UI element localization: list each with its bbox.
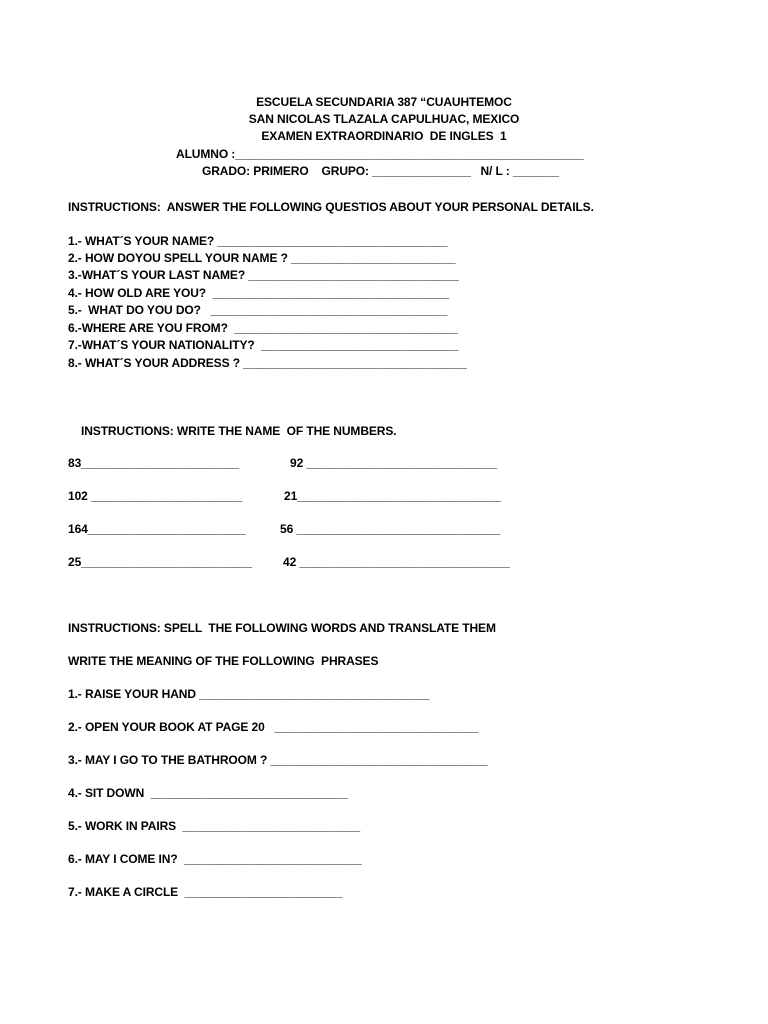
- question-item: 4.- HOW OLD ARE YOU? ____________________________________: [68, 286, 450, 300]
- section2-instructions: INSTRUCTIONS: WRITE THE NAME OF THE NUMBERS.: [81, 424, 397, 438]
- phrase-item: 2.- OPEN YOUR BOOK AT PAGE 20 _______________________________: [68, 720, 479, 734]
- section3-subtitle: WRITE THE MEANING OF THE FOLLOWING PHRASES: [68, 654, 379, 668]
- question-item: 7.-WHAT´S YOUR NATIONALITY? ______________________________: [68, 338, 459, 352]
- school-name: ESCUELA SECUNDARIA 387 “CUAUHTEMOC: [256, 95, 512, 109]
- phrase-item: 1.- RAISE YOUR HAND ___________________________________: [68, 687, 430, 701]
- number-item: 21_______________________________: [284, 489, 501, 503]
- question-item: 6.-WHERE ARE YOU FROM? __________________________________: [68, 321, 458, 335]
- number-item: 102 _______________________: [68, 489, 243, 503]
- question-item: 3.-WHAT´S YOUR LAST NAME? ________________________________: [68, 268, 459, 282]
- grade-group-line: GRADO: PRIMERO GRUPO: _______________ N/ L : _______: [202, 164, 559, 178]
- exam-title: EXAMEN EXTRAORDINARIO DE INGLES 1: [261, 129, 507, 143]
- number-item: 83________________________: [68, 456, 239, 470]
- phrase-item: 7.- MAKE A CIRCLE ________________________: [68, 885, 343, 899]
- question-item: 8.- WHAT´S YOUR ADDRESS ? __________________________________: [68, 356, 467, 370]
- number-item: 56 _______________________________: [280, 522, 501, 536]
- phrase-item: 5.- WORK IN PAIRS ___________________________: [68, 819, 361, 833]
- school-location: SAN NICOLAS TLAZALA CAPULHUAC, MEXICO: [248, 112, 520, 126]
- number-item: 25__________________________: [68, 555, 253, 569]
- section3-instructions: INSTRUCTIONS: SPELL THE FOLLOWING WORDS AND TRANSLATE THEM: [68, 621, 496, 635]
- student-name-line: ALUMNO :_____________________________________________________: [176, 147, 584, 161]
- phrase-item: 6.- MAY I COME IN? ___________________________: [68, 852, 362, 866]
- question-item: 2.- HOW DOYOU SPELL YOUR NAME ? _________________________: [68, 251, 456, 265]
- number-item: 164________________________: [68, 522, 246, 536]
- phrase-item: 3.- MAY I GO TO THE BATHROOM ? _________________________________: [68, 753, 488, 767]
- number-item: 42 ________________________________: [283, 555, 510, 569]
- section1-instructions: INSTRUCTIONS: ANSWER THE FOLLOWING QUESTIOS ABOUT YOUR PERSONAL DETAILS.: [68, 200, 594, 214]
- number-item: 92 _____________________________: [290, 456, 498, 470]
- question-item: 5.- WHAT DO YOU DO? ____________________________________: [68, 303, 448, 317]
- phrase-item: 4.- SIT DOWN ______________________________: [68, 786, 348, 800]
- question-item: 1.- WHAT´S YOUR NAME? ___________________________________: [68, 234, 448, 248]
